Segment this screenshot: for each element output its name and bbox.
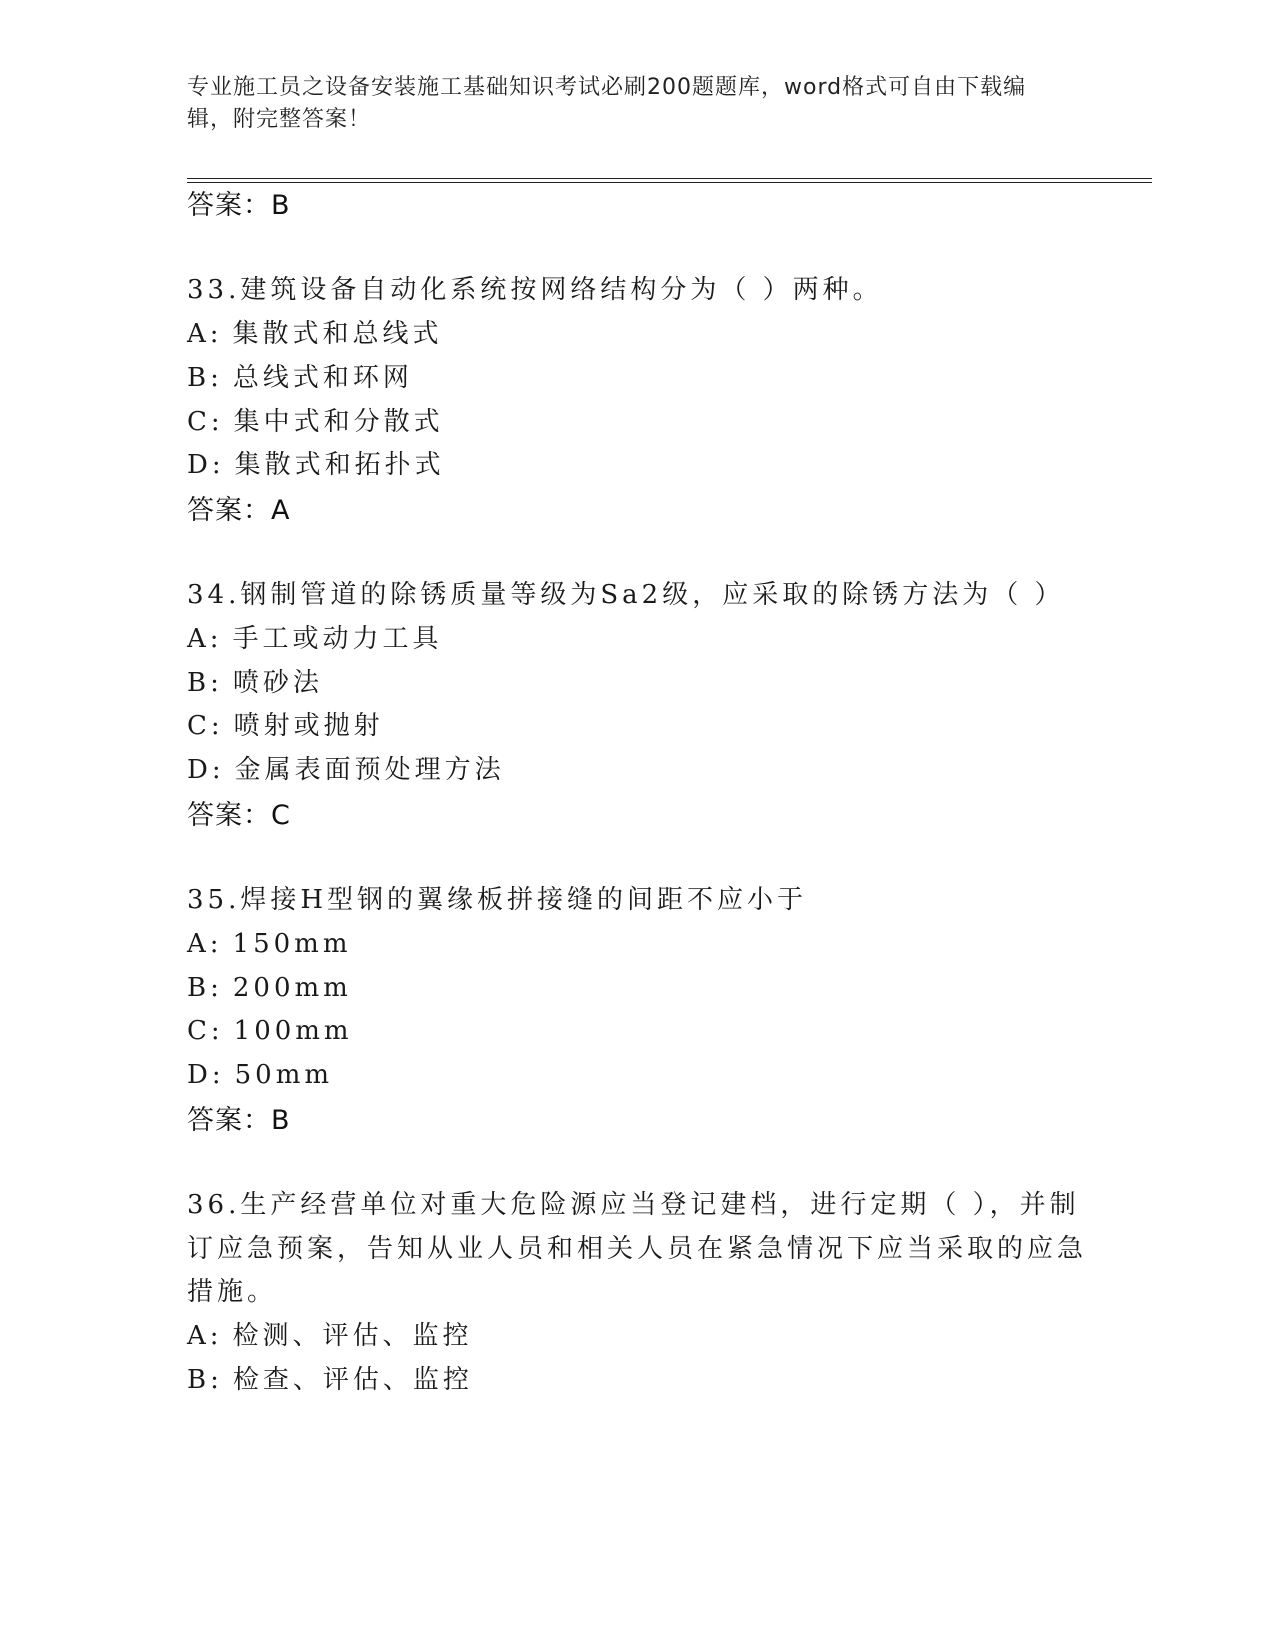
option-text: 金属表面预处理方法 — [234, 755, 505, 785]
option-text: 100mm — [233, 1016, 353, 1046]
question-34-option-a — [187, 617, 443, 661]
option-key: D: — [187, 755, 225, 785]
question-34-option-c — [187, 704, 384, 748]
question-36-stem-line-3: 措施。 — [187, 1277, 278, 1307]
option-text: 150mm — [232, 929, 352, 959]
option-key: B: — [187, 1365, 223, 1395]
option-key: A: — [187, 929, 223, 959]
header-rule-top — [187, 178, 1152, 179]
answer-34: 答案：C — [187, 800, 291, 831]
option-key: C: — [187, 407, 224, 437]
option-key: B: — [187, 363, 223, 393]
option-text: 检测、评估、监控 — [232, 1321, 473, 1351]
question-34-stem: 34.钢制管道的除锈质量等级为Sa2级，应采取的除锈方法为（ ） — [187, 580, 1065, 610]
option-key: D: — [187, 450, 225, 480]
option-key: A: — [187, 624, 223, 654]
option-text: 喷砂法 — [232, 668, 323, 698]
option-text: 喷射或抛射 — [233, 711, 384, 741]
option-text: 集中式和分散式 — [233, 407, 444, 437]
answer-32: 答案：B — [187, 190, 291, 221]
option-key: B: — [187, 668, 223, 698]
option-text: 手工或动力工具 — [232, 624, 443, 654]
question-33-option-a — [187, 312, 443, 356]
option-text: 检查、评估、监控 — [232, 1365, 473, 1395]
option-text: 集散式和总线式 — [232, 319, 443, 349]
question-35-option-b — [187, 966, 352, 1010]
question-36-stem-line-1: 36.生产经营单位对重大危险源应当登记建档，进行定期（ ），并制 — [187, 1190, 1080, 1220]
option-key: D: — [187, 1060, 225, 1090]
option-text: 总线式和环网 — [232, 363, 413, 393]
question-36-stem-line-2: 订应急预案，告知从业人员和相关人员在紧急情况下应当采取的应急 — [187, 1234, 1088, 1264]
question-36-option-b — [187, 1358, 473, 1402]
question-35-option-c — [187, 1009, 353, 1053]
document-header: 专业施工员之设备安装施工基础知识考试必刷200题题库，word格式可自由下载编辑，附完整答案！ — [187, 75, 1027, 132]
question-33-option-b — [187, 356, 413, 400]
question-33-stem: 33.建筑设备自动化系统按网络结构分为（ ）两种。 — [187, 275, 883, 305]
question-35-option-d — [187, 1053, 333, 1097]
question-34-option-d — [187, 748, 505, 792]
option-text: 200mm — [232, 973, 352, 1003]
option-key: A: — [187, 1321, 223, 1351]
option-key: B: — [187, 973, 223, 1003]
question-33-option-d — [187, 443, 445, 487]
option-text: 集散式和拓扑式 — [234, 450, 445, 480]
question-35-option-a — [187, 922, 351, 966]
option-key: C: — [187, 1016, 224, 1046]
question-33-option-c — [187, 400, 444, 444]
question-35-stem: 35.焊接H型钢的翼缘板拼接缝的间距不应小于 — [187, 885, 808, 915]
answer-35: 答案：B — [187, 1105, 291, 1136]
option-text: 50mm — [234, 1060, 334, 1090]
option-key: A: — [187, 319, 223, 349]
answer-33: 答案：A — [187, 495, 291, 526]
option-key: C: — [187, 711, 224, 741]
header-rule-bottom — [187, 182, 1152, 183]
question-34-option-b — [187, 661, 323, 705]
question-36-option-a — [187, 1314, 473, 1358]
